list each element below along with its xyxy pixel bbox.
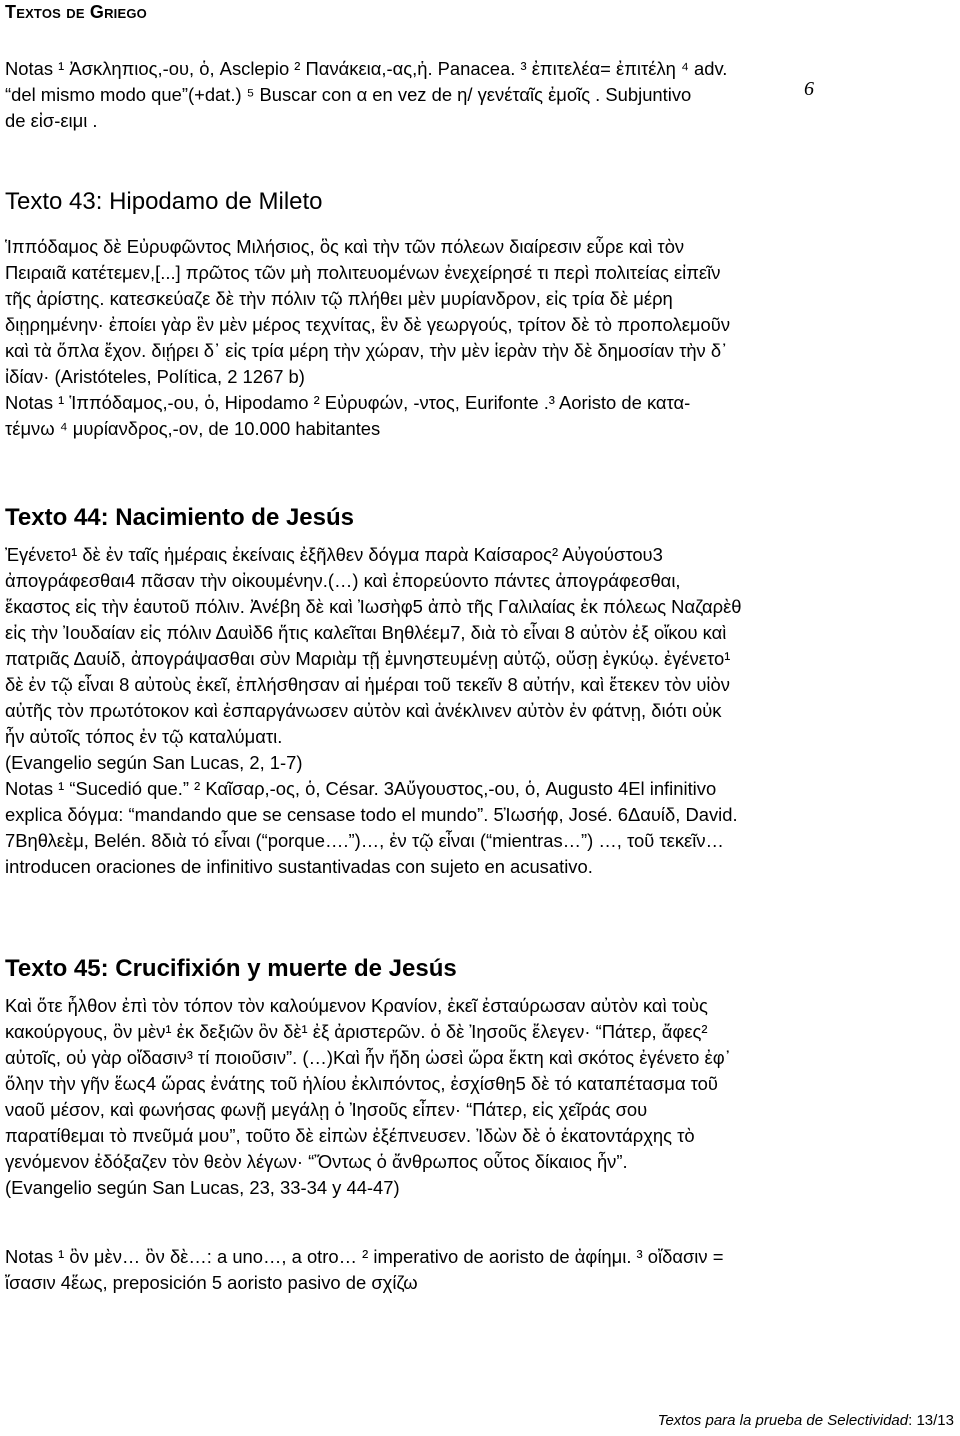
- texto44-title: Texto 44: Nacimiento de Jesús: [5, 504, 355, 531]
- texto43-title: Texto 43: Hipodamo de Mileto: [5, 188, 323, 215]
- text-line: αὐτῆς τὸν πρωτότοκον καὶ ἐσπαργάνωσεν αὐτὸν καὶ ἀνέκλινεν αὐτὸν ἐν φάτνῃ, διότι οὐκ: [5, 700, 722, 721]
- footer-title: Textos para la prueba de Selectividad: [657, 1412, 909, 1429]
- texto45-notes: [5, 1244, 955, 1296]
- text-line: ἀπογράφεσθαι4 πᾶσαν τὴν οἰκουμένην.(…) καὶ ἐπορεύοντο πάντες ἀπογράφεσθαι,: [5, 570, 681, 591]
- note-line: Notas ¹ ὃν μὲν… ὃν δὲ…: a uno…, a otro… ² imperativo de aoristo de ἀφίημι. ³ οἴδασιν =: [5, 1246, 724, 1267]
- texto45-body: [5, 993, 955, 1201]
- text-line: αὐτοῖς, οὐ γὰρ οἴδασιν³ τί ποιοῦσιν”. (…)Καὶ ἦν ἤδη ὡσεὶ ὥρα ἕκτη καὶ σκότος ἐγένετο ἐφ᾽: [5, 1047, 731, 1068]
- text-line: τέμνω ⁴ μυρίανδρος,-ον, de 10.000 habitantes: [5, 418, 381, 439]
- note-superscript: 6: [804, 78, 814, 100]
- text-line: Notas ¹ Ἱππόδαμος,-ου, ὁ, Hipodamo ² Εὐρυφών, -ντος, Eurifonte .³ Aoristo de κατα-: [5, 392, 691, 413]
- texto45-title: Texto 45: Crucifixión y muerte de Jesús: [5, 955, 457, 982]
- text-line: (Evangelio según San Lucas, 23, 33-34 y 44-47): [5, 1177, 400, 1198]
- note-line: “del mismo modo que”(+dat.) ⁵ Buscar con α en vez de η/ γενέταῖς ἐμοῖς . Subjuntivo: [5, 84, 692, 105]
- page-footer: [658, 1412, 954, 1429]
- page-header: Textos de Griego: [5, 2, 147, 22]
- text-line: Πειραιᾶ κατέτεμεν,[...] πρῶτος τῶν μὴ πολιτευομένων ἐνεχείρησέ τι περὶ πολιτείας εἰπεῖν: [5, 262, 721, 283]
- text-line: explica δόγμα: “mandando que se censase todo el mundo”. 5Ἰωσήφ, José. 6Δαυίδ, David.: [5, 804, 738, 825]
- text-line: γενόμενον ἐδόξαζεν τὸν θεὸν λέγων· “Ὄντως ὁ ἄνθρωπος οὗτος δίκαιος ἦν”.: [5, 1151, 628, 1172]
- text-line: ἦν αὐτοῖς τόπος ἐν τῷ καταλύματι.: [5, 726, 283, 747]
- text-line: Notas ¹ “Sucedió que.” ² Καῖσαρ,-ος, ὁ, César. 3Αὔγουστος,-ου, ὁ, Augusto 4El infinitivo: [5, 778, 717, 799]
- texto44-body: [5, 542, 955, 880]
- text-line: ὅλην τὴν γῆν ἕως4 ὥρας ἐνάτης τοῦ ἡλίου ἐκλιπόντος, ἐσχίσθη5 δὲ τό καταπέτασμα τοῦ: [5, 1073, 718, 1094]
- text-line: Καὶ ὅτε ἦλθον ἐπὶ τὸν τόπον τὸν καλούμενον Κρανίον, ἐκεῖ ἐσταύρωσαν αὐτὸν καὶ τοὺς: [5, 995, 708, 1016]
- note-line: Notas ¹ Ἀσκληπιος,-ου, ὁ, Asclepio ² Πανάκεια,-ας,ἡ. Panacea. ³ ἐπιτελέα= ἐπιτέλη ⁴ adv.: [5, 58, 728, 79]
- text-line: introducen oraciones de infinitivo sustantivadas con sujeto en acusativo.: [5, 856, 593, 877]
- text-line: ἕκαστος εἰς τὴν ἑαυτοῦ πόλιν. Ἀνέβη δὲ καὶ Ἰωσὴφ5 ἀπὸ τῆς Γαλιλαίας ἐκ πόλεως Ναζαρὲθ: [5, 596, 742, 617]
- text-line: ναοῦ μέσον, καὶ φωνήσας φωνῇ μεγάλῃ ὁ Ἰησοῦς εἶπεν· “Πάτερ, εἰς χεῖράς σου: [5, 1099, 648, 1120]
- text-line: πατριᾶς Δαυίδ, ἀπογράψασθαι σὺν Μαριὰμ τῇ ἐμνηστευμένῃ αὐτῷ, οὔσῃ ἐγκύῳ. ἐγένετο¹: [5, 648, 731, 669]
- text-line: Ἱππόδαμος δὲ Εὐρυφῶντος Μιλήσιος, ὃς καὶ τὴν τῶν πόλεων διαίρεσιν εὗρε καὶ τὸν: [5, 236, 685, 257]
- text-line: παρατίθεμαι τὸ πνεῦμά μου”, τοῦτο δὲ εἰπὼν ἐξέπνευσεν. Ἰδὼν δὲ ὁ ἑκατοντάρχης τὸ: [5, 1125, 695, 1146]
- text-line: (Evangelio según San Lucas, 2, 1-7): [5, 752, 303, 773]
- text-line: καὶ τὰ ὅπλα ἔχον. διῄρει δ᾽ εἰς τρία μέρη τὴν χώραν, τὴν μὲν ἱερὰν τὴν δὲ δημοσίαν τὴν δ᾽: [5, 340, 728, 361]
- text-line: τῆς ἀρίστης. κατεσκεύαζε δὲ τὴν πόλιν τῷ πλήθει μὲν μυρίανδρον, εἰς τρία δὲ μέρη: [5, 288, 673, 309]
- text-line: Ἐγένετο¹ δὲ ἐν ταῖς ἡμέραις ἐκείναις ἐξῆλθεν δόγμα παρὰ Καίσαρος² Αὐγούστου3: [5, 544, 663, 565]
- footer-page-number: : 13/13: [908, 1412, 954, 1429]
- text-line: δὲ ἐν τῷ εἶναι 8 αὐτοὺς ἐκεῖ, ἐπλήσθησαν αἱ ἡμέραι τοῦ τεκεῖν 8 αὐτήν, καὶ ἔτεκεν τὸν υἱὸν: [5, 674, 730, 695]
- text-line: εἰς τὴν Ἰουδαίαν εἰς πόλιν Δαυὶδ6 ἥτις καλεῖται Βηθλέεμ7, διὰ τὸ εἶναι 8 αὐτὸν ἐξ οἴκου καὶ: [5, 622, 727, 643]
- texto43-body: [5, 234, 955, 442]
- note-line: de εἰσ-ειμι .: [5, 110, 98, 131]
- note-line: ἴσασιν 4ἕως, preposición 5 aoristo pasivo de σχίζω: [5, 1272, 418, 1293]
- text-line: 7Βηθλεὲμ, Belén. 8διὰ τό εἶναι (“porque….”)…, ἐν τῷ εἶναι (“mientras…”) …, τοῦ τεκεῖν…: [5, 830, 724, 851]
- text-line: ἰδίαν· (Aristóteles, Política, 2 1267 b): [5, 366, 305, 387]
- text-line: κακούργους, ὃν μὲν¹ ἐκ δεξιῶν ὃν δὲ¹ ἐξ ἀριστερῶν. ὁ δὲ Ἰησοῦς ἔλεγεν· “Πάτερ, ἄφες²: [5, 1021, 708, 1042]
- text-line: διῃρημένην· ἐποίει γὰρ ἓν μὲν μέρος τεχνίτας, ἓν δὲ γεωργούς, τρίτον δὲ τὸ προπολεμοῦν: [5, 314, 731, 335]
